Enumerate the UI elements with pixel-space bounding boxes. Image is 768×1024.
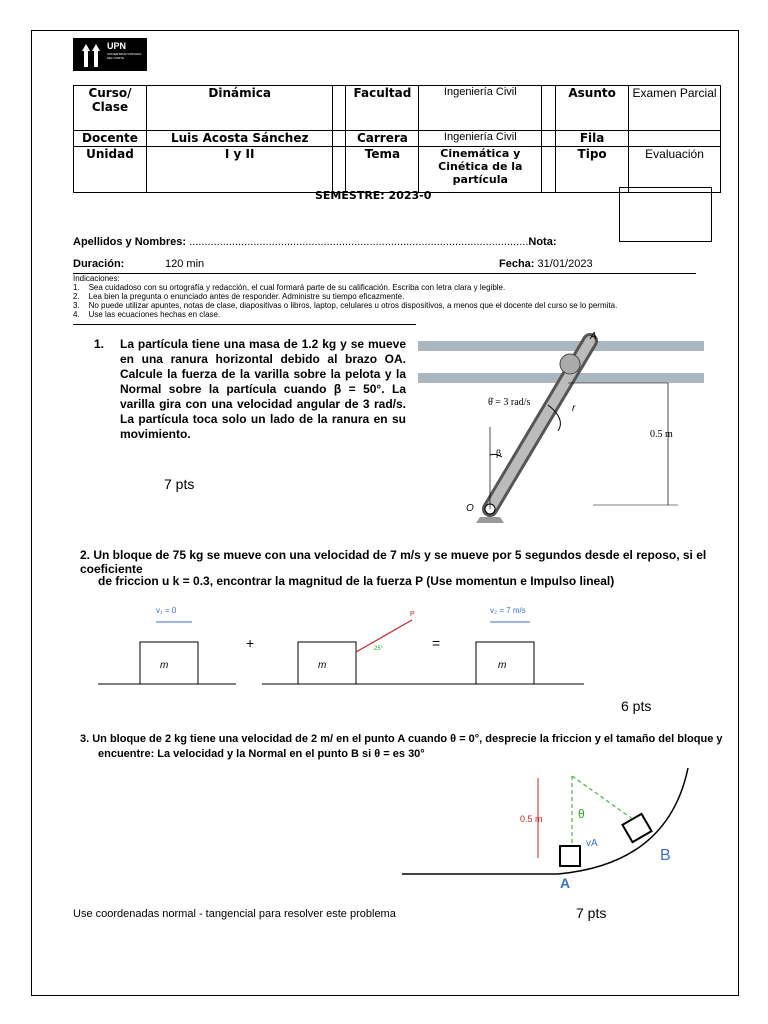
question-3-line2: encuentre: La velocidad y la Normal en el punto B si θ = es 30° bbox=[98, 748, 425, 760]
facultad-value: Ingeniería Civil bbox=[419, 86, 542, 131]
nota-label: Nota: bbox=[528, 236, 557, 248]
question-1 bbox=[94, 337, 406, 442]
block-a bbox=[560, 846, 580, 866]
duracion-value: 120 min bbox=[165, 258, 205, 270]
unidad-value: I y II bbox=[146, 147, 333, 193]
carrera-value: Ingeniería Civil bbox=[419, 131, 542, 147]
nombres-dots: ............................................................................................................... bbox=[189, 236, 529, 248]
mass-label: m bbox=[498, 660, 507, 671]
label-a: A bbox=[590, 331, 597, 342]
semestre: SEMESTRE: 2023-0 bbox=[315, 189, 432, 202]
fila-label: Fila bbox=[556, 131, 629, 147]
question-2-line1: 2. Un bloque de 75 kg se mueve con una velocidad de 7 m/s y se mueve por 5 segundos desde el reposo, si el coeficiente bbox=[80, 548, 707, 576]
upn-logo bbox=[73, 38, 147, 71]
fila-value bbox=[629, 131, 721, 147]
plus-sign: + bbox=[246, 635, 255, 651]
q1-number: 1. bbox=[94, 337, 105, 351]
tipo-label: Tipo bbox=[556, 147, 629, 193]
height-label: 0.5 m bbox=[520, 814, 543, 824]
curso-value: Dinámica bbox=[146, 86, 333, 131]
unidad-label: Unidad bbox=[74, 147, 147, 193]
mass-label: m bbox=[160, 660, 169, 671]
block-b bbox=[622, 814, 651, 842]
va-label: vA bbox=[586, 838, 598, 849]
label-r: r bbox=[572, 403, 576, 414]
duracion-label: Duración: bbox=[73, 258, 125, 270]
v1-label: v₁ = 0 bbox=[156, 606, 177, 615]
theta-label: θ bbox=[578, 807, 585, 821]
facultad-label: Facultad bbox=[346, 86, 419, 131]
divider bbox=[73, 324, 416, 325]
logo-brand: UPN bbox=[107, 41, 127, 51]
fecha-value: 31/01/2023 bbox=[537, 258, 593, 270]
tema-value: Cinemática y Cinética de la partícula bbox=[419, 147, 542, 193]
indicacion-item: 3. No puede utilizar apuntes, notas de clase, diapositivas o libros, laptop, celulares u otros dispositivos, a menos que el docente del curso se lo permita. bbox=[73, 301, 618, 310]
q2-figure bbox=[98, 596, 588, 694]
carrera-label: Carrera bbox=[346, 131, 419, 147]
question-3-line1: 3. Un bloque de 2 kg tiene una velocidad de 2 m/ en el punto A cuando θ = 0°, desprecie la friccion y el tamaño del bloque y bbox=[80, 733, 723, 745]
curso-label: Curso/ Clase bbox=[74, 86, 147, 131]
particle bbox=[560, 354, 580, 374]
mass-label: m bbox=[318, 660, 327, 671]
nombres-label: Apellidos y Nombres: bbox=[73, 236, 187, 248]
slot-top bbox=[418, 341, 704, 351]
angle-label: 25° bbox=[374, 646, 384, 652]
q2-points: 6 pts bbox=[621, 698, 652, 714]
point-b-label: B bbox=[660, 847, 671, 864]
upn-emblem-icon bbox=[82, 43, 104, 67]
q3-figure bbox=[398, 764, 708, 888]
indicaciones bbox=[73, 274, 713, 319]
label-omega: θ̇ = 3 rad/s bbox=[488, 397, 531, 408]
v2-label: v₂ = 7 m/s bbox=[490, 606, 526, 615]
logo-tagline: UNIVERSIDAD PRIVADA DEL NORTE bbox=[107, 52, 142, 60]
question-2-line2: de friccion u k = 0.3, encontrar la magnitud de la fuerza P (Use momentun e Impulso lineal) bbox=[98, 574, 615, 588]
footer-note: Use coordenadas normal - tangencial para resolver este problema bbox=[73, 908, 396, 920]
point-a-label: A bbox=[560, 875, 571, 888]
nota-box bbox=[619, 187, 712, 242]
label-beta: β bbox=[496, 448, 502, 458]
label-height: 0.5 m bbox=[650, 429, 673, 440]
label-o: O bbox=[466, 503, 474, 514]
asunto-value: Examen Parcial bbox=[629, 86, 721, 131]
force-label: P bbox=[410, 611, 415, 618]
asunto-label: Asunto bbox=[556, 86, 629, 131]
fecha-label: Fecha: bbox=[499, 258, 535, 270]
docente-label: Docente bbox=[74, 131, 147, 147]
force-p-arrow bbox=[356, 620, 412, 652]
q1-figure bbox=[418, 327, 704, 537]
docente-value: Luis Acosta Sánchez bbox=[146, 131, 333, 147]
exam-header-table bbox=[73, 85, 721, 193]
tipo-value: Evaluación bbox=[629, 147, 721, 193]
tema-label: Tema bbox=[346, 147, 419, 193]
indicacion-item: 4. Use las ecuaciones hechas en clase. bbox=[73, 310, 221, 319]
indicacion-item: 1. Sea cuidadoso con su ortografía y redacción, el cual formará parte de su calificación. Escriba con letra clara y legible. bbox=[73, 283, 506, 292]
indicaciones-title: Indicaciones: bbox=[73, 274, 120, 283]
equals-sign: = bbox=[432, 635, 441, 651]
q1-points: 7 pts bbox=[164, 476, 195, 492]
q3-points: 7 pts bbox=[576, 905, 607, 921]
q1-text: La partícula tiene una masa de 1.2 kg y se mueve en una ranura horizontal debido al brazo OA. Calcule la fuerza de la varilla sobre la pelota y la Normal sobre la partícula cuando β = 50°. La varilla gira con una velocidad angular de 3 rad/s. La partícula toca solo un lado de la ranura en su movimiento. bbox=[120, 337, 406, 441]
indicacion-item: 2. Lea bien la pregunta o enunciado antes de responder. Administre su tiempo eficazmente. bbox=[73, 292, 405, 301]
